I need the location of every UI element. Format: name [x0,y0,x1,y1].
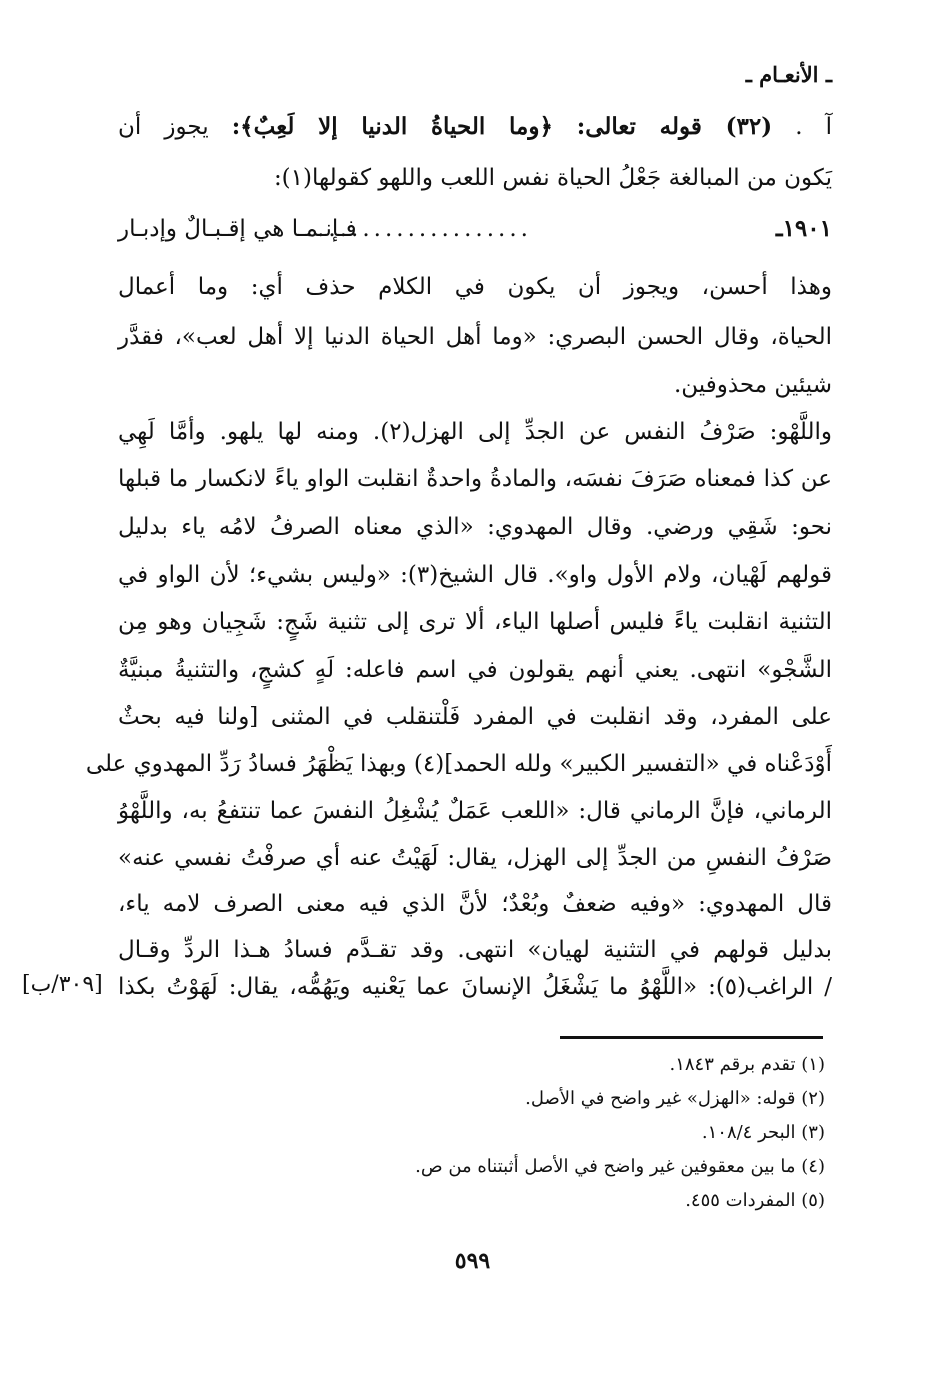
body-line: الشَّجْو» انتهى. يعني أنهم يقولون في اسم فاعله: لَهٍ كشجٍ، والتثنيةُ مبنيَّةٌ [118,657,832,683]
footnote-separator [560,1036,823,1039]
footnote: (٢) قوله: «الهزل» غير واضح في الأصل. [525,1088,825,1109]
body-line: قال المهدوي: «وفيه ضعفٌ وبُعْدٌ؛ لأنَّ الذي فيه معنى الصرف لامه ياء، [118,891,832,917]
section-marker: آ . [795,114,833,140]
body-line: شيئين محذوفين. [673,372,832,398]
page-number: ٥٩٩ [454,1248,491,1274]
body-line: واللَّهْو: صَرْفُ النفس عن الجدِّ إلى الهزل(٢). ومنه لها يلهو. وأمَّا لَهِي [118,419,832,445]
body-line: بدليل قولهم في التثنية لهيان» انتهى. وقد تقـدَّم فسادُ هـذا الردِّ وقـال [118,937,832,963]
body-line: عن كذا فمعناه صَرَفَ نفسَه، والمادةُ واحدةٌ انقلبت الواو ياءً لانكسار ما قبلها [118,466,832,492]
body-line: قولهم لَهْيان، ولام الأول واو». قال الشيخ(٣): «وليس بشيء؛ لأن الواو في [118,562,832,588]
footnote: (١) تقدم برقم ١٨٤٣. [669,1054,825,1075]
line-1-rest: يجوز أن [118,114,232,140]
body-line: الحياة، وقال الحسن البصري: «وما أهل الحياة الدنيا إلا أهل لعب»، فقدَّر [118,324,832,350]
manuscript-folio-marker: [٣٠٩/ب] [22,972,103,997]
verse-citation: (٣٢) قوله تعالى: ﴿وما الحياةُ الدنيا إلا لَعِبٌ﴾: [231,113,773,140]
verse-dots: .................... [305,216,532,242]
body-line: أَوْدَعْناه في «التفسير الكبير» ولله الحمد](٤) وبهذا يَظْهَرُ فسادُ رَدِّ المهدوي على [85,751,832,777]
body-line: صَرْفُ النفسِ من الجدِّ إلى الهزل، يقال: لَهَيْتُ عنه أي صرفْتُ نفسي عنه» [118,845,832,871]
body-line: نحو: شَقِي ورضي. وقال المهدوي: «الذي معناه الصرفُ لامُه ياء بدليل [118,514,832,540]
verse-hemistich: فـإنـمـا هي إقـبـالٌ وإدبـار [118,216,357,242]
body-line: الرماني، فإنَّ الرماني قال: «اللعب عَمَلٌ يُشْغِلُ النفسَ عما تنتفعُ به، واللَّهْوُ [118,798,832,824]
body-line: / الراغب(٥): «اللَّهْوُ ما يَشْغَلُ الإنسانَ عما يَعْنيه ويَهُمُّه، يقال: لَهَوْتُ بكذا [118,974,832,1000]
footnote: (٤) ما بين معقوفين غير واضح في الأصل أثبتناه من ص. [415,1156,825,1177]
running-header: ـ الأنعـام ـ [745,62,832,87]
footnote: (٣) البحر ١٠٨/٤. [701,1122,825,1143]
body-line: التثنية انقلبت ياءً فليس أصلها الياء، ألا ترى إلى تثنية شَجٍ: شَجِيان وهو مِن [118,609,832,635]
body-line-2: يَكون من المبالغة جَعْلُ الحياة نفس اللعب واللهو كقولها(١): [273,165,832,191]
body-line: وهذا أحسن، ويجوز أن يكون في الكلام حذف أي: وما أعمال [118,274,832,300]
verse-number: ١٩٠١ـ [775,215,832,242]
body-line-1 [118,112,832,142]
body-line: على المفرد، وقد انقلبت في المفرد فَلْتنقلب في المثنى [ولنا فيه بحثٌ [118,704,832,730]
footnote: (٥) المفردات ٤٥٥. [685,1190,825,1211]
